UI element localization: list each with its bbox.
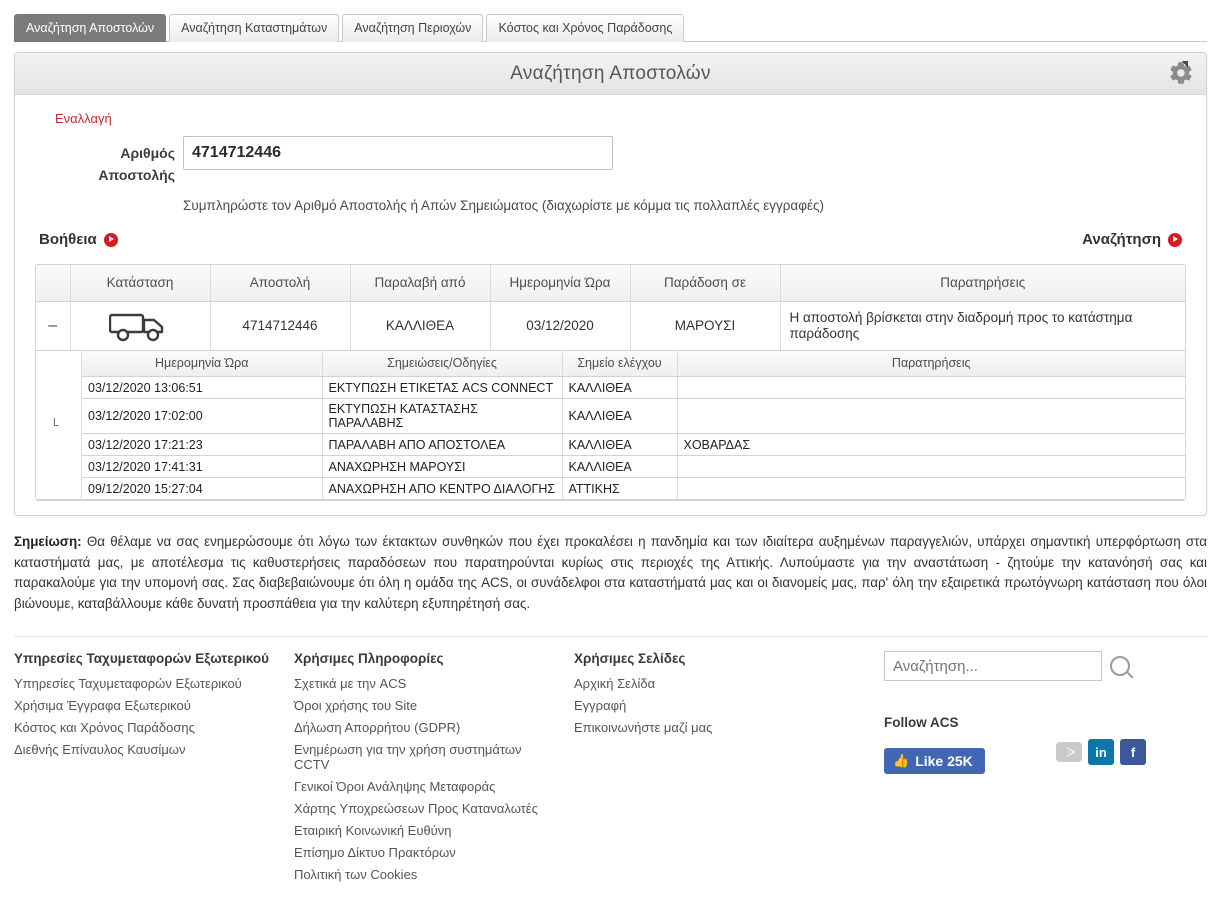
footer-link[interactable]: Όροι χρήσης του Site (294, 698, 418, 713)
detail-checkpoint: ΚΑΛΛΙΘΕΑ (562, 377, 677, 399)
shipment-number-input[interactable] (183, 136, 613, 170)
results-container (35, 264, 1186, 501)
shipment-number-label-line2: Αποστολής (98, 167, 175, 183)
notice-text: Θα θέλαμε να σας ενημερώσουμε ότι λόγω των έκτακτων συνθηκών που έχει προκαλέσει η πανδημία και των ιδιαίτερα αυξημένων παραγγελιών, υπάρχει σημαντική υπερφόρτωση στα καταστήματά μας, με αποτέλεσμα τις καθυστερήσεις παραδόσεων που παρατηρούνται κυρίως στις περιοχές της Αττικής. Λυπούμαστε για την αναστάτωση - ζητούμε την κατανόησή σας και παρακαλούμε για την υπομονή σας. Σας διαβεβαιώνουμε ότι όλη η ομάδα της ACS, οι συνάδελφοι στα καταστήματά μας και οι διανομείς μας, παρ' όλη την εξαιρετικά πρωτόγνωρη κατάσταση που όλοι βιώνουμε, καταβάλλουμε κάθε δυνατή προσπάθεια για την καλύτερη εξυπηρέτησή σας. (14, 534, 1207, 611)
truck-icon (77, 310, 204, 342)
footer-link[interactable]: Σχετικά με την ACS (294, 676, 407, 691)
footer-column-pages (574, 651, 884, 889)
detail-column-header-notes: Σημειώσεις/Οδηγίες (322, 351, 562, 377)
search-button[interactable] (1082, 231, 1182, 248)
list-item (82, 478, 1185, 500)
shipment-search-panel (14, 52, 1207, 516)
footer-search-row (884, 651, 1146, 681)
detail-notes: ΕΚΤΥΠΩΣΗ ΚΑΤΑΣΤΑΣΗΣ ΠΑΡΑΛΑΒΗΣ (322, 399, 562, 434)
list-item (82, 434, 1185, 456)
footer-link[interactable]: Χρήσιμα Έγγραφα Εξωτερικού (14, 698, 191, 713)
footer-link[interactable]: Κόστος και Χρόνος Παράδοσης (14, 720, 195, 735)
shipment-cell: 4714712446 (210, 301, 350, 350)
delivery-to-cell: ΜΑΡΟΥΣΙ (630, 301, 780, 350)
detail-datetime: 03/12/2020 17:41:31 (82, 456, 322, 478)
tab-bar (14, 8, 1207, 42)
footer-link[interactable]: Εταιρική Κοινωνική Ευθύνη (294, 823, 452, 838)
detail-checkpoint: ΚΑΛΛΙΘΕΑ (562, 434, 677, 456)
detail-notes: ΠΑΡΑΛΑΒΗ ΑΠΟ ΑΠΟΣΤΟΛΕΑ (322, 434, 562, 456)
footer-link[interactable]: Υπηρεσίες Ταχυμεταφορών Εξωτερικού (14, 676, 242, 691)
status-cell (70, 301, 210, 350)
tab-cost-delivery-time[interactable]: Κόστος και Χρόνος Παράδοσης (486, 14, 684, 42)
detail-gutter (36, 351, 82, 501)
footer-link[interactable]: Επίσημο Δίκτυο Πρακτόρων (294, 845, 456, 860)
linkedin-icon[interactable]: in (1088, 739, 1114, 765)
search-input[interactable] (884, 651, 1102, 681)
footer-link[interactable]: Επικοινωνήστε μαζί μας (574, 720, 713, 735)
detail-datetime: 03/12/2020 17:02:00 (82, 399, 322, 434)
detail-datetime: 09/12/2020 15:27:04 (82, 478, 322, 500)
detail-checkpoint: ΑΤΤΙΚΗΣ (562, 478, 677, 500)
detail-remarks: ΧΟΒΑΡΔΑΣ (677, 434, 1185, 456)
column-header-datetime: Ημερομηνία Ώρα (490, 265, 630, 301)
like-label: Like 25K (915, 753, 973, 769)
detail-remarks (677, 456, 1185, 478)
footer-column-title: Χρήσιμες Πληροφορίες (294, 651, 444, 666)
list-item (82, 456, 1185, 478)
footer (14, 636, 1207, 889)
panel-body (15, 95, 1206, 515)
detail-notes: ΑΝΑΧΩΡΗΣΗ ΜΑΡΟΥΣΙ (322, 456, 562, 478)
actions-row (35, 231, 1186, 248)
column-header-pickup-from: Παραλαβή από (350, 265, 490, 301)
footer-column-info (294, 651, 574, 889)
results-header-row (36, 265, 1185, 301)
detail-datetime: 03/12/2020 13:06:51 (82, 377, 322, 399)
results-table (36, 265, 1185, 351)
detail-column-header-checkpoint: Σημείο ελέγχου (562, 351, 677, 377)
detail-column-header-remarks: Παρατηρήσεις (677, 351, 1185, 377)
footer-column-international (14, 651, 294, 889)
detail-notes: ΑΝΑΧΩΡΗΣΗ ΑΠΟ ΚΕΝΤΡΟ ΔΙΑΛΟΓΗΣ (322, 478, 562, 500)
youtube-icon[interactable] (1056, 739, 1082, 765)
notice-label: Σημείωση: (14, 534, 82, 549)
expand-cell[interactable] (36, 301, 70, 350)
detail-remarks (677, 478, 1185, 500)
gear-icon[interactable] (1168, 60, 1194, 86)
thumbs-up-icon: 👍 (893, 753, 910, 768)
footer-link[interactable]: Διεθνής Επίναυλος Καυσίμων (14, 742, 186, 757)
detail-notes: ΕΚΤΥΠΩΣΗ ΕΤΙΚΕΤΑΣ ACS CONNECT (322, 377, 562, 399)
arrow-right-icon (1168, 233, 1182, 247)
facebook-like-button[interactable] (884, 748, 985, 774)
footer-column-social (884, 651, 1164, 889)
notice-block (14, 532, 1207, 614)
search-icon[interactable] (1110, 656, 1130, 676)
follow-title: Follow ACS (884, 715, 959, 730)
footer-link[interactable]: Πολιτική των Cookies (294, 867, 418, 882)
list-item (82, 399, 1185, 434)
detail-remarks (677, 377, 1185, 399)
social-links (1056, 739, 1146, 765)
corner-branch-icon: └ (50, 417, 59, 432)
column-header-remarks: Παρατηρήσεις (780, 265, 1185, 301)
shipment-number-label-line1: Αριθμός (120, 145, 175, 161)
search-label: Αναζήτηση (1082, 231, 1161, 248)
arrow-right-icon (104, 233, 118, 247)
table-row (36, 301, 1185, 350)
panel-header (15, 53, 1206, 95)
help-label: Βοήθεια (39, 231, 97, 248)
detail-datetime: 03/12/2020 17:21:23 (82, 434, 322, 456)
tracking-history-table (82, 351, 1185, 501)
column-header-expand (36, 265, 70, 301)
column-header-shipment: Αποστολή (210, 265, 350, 301)
shipment-number-label (35, 136, 183, 186)
tab-store-search[interactable]: Αναζήτηση Καταστημάτων (169, 14, 339, 42)
footer-link[interactable]: Αρχική Σελίδα (574, 676, 656, 691)
toggle-link[interactable]: Εναλλαγή (55, 111, 112, 126)
collapse-row-button[interactable]: – (48, 317, 58, 334)
detail-section (36, 351, 1185, 501)
footer-link[interactable]: Χάρτης Υποχρεώσεων Προς Καταναλωτές (294, 801, 538, 816)
help-button[interactable] (39, 231, 118, 248)
detail-checkpoint: ΚΑΛΛΙΘΕΑ (562, 399, 677, 434)
footer-link[interactable]: Εγγραφή (574, 698, 627, 713)
footer-link[interactable]: Γενικοί Όροι Ανάληψης Μεταφοράς (294, 779, 496, 794)
shipment-number-row (35, 136, 1186, 186)
datetime-cell: 03/12/2020 (490, 301, 630, 350)
detail-remarks (677, 399, 1185, 434)
pickup-from-cell: ΚΑΛΛΙΘΕΑ (350, 301, 490, 350)
footer-column-title: Υπηρεσίες Ταχυμεταφορών Εξωτερικού (14, 651, 269, 666)
footer-link[interactable]: Ενημέρωση για την χρήση συστημάτων CCTV (294, 742, 522, 772)
chevron-down-icon[interactable] (1182, 61, 1188, 68)
detail-checkpoint: ΚΑΛΛΙΘΕΑ (562, 456, 677, 478)
footer-column-title: Χρήσιμες Σελίδες (574, 651, 686, 666)
facebook-icon[interactable]: f (1120, 739, 1146, 765)
footer-link[interactable]: Δήλωση Απορρήτου (GDPR) (294, 720, 461, 735)
shipment-number-hint: Συμπληρώστε τον Αριθμό Αποστολής ή Απών Σημειώματος (διαχωρίστε με κόμμα τις πολλαπλές εγγραφές) (183, 198, 824, 213)
column-header-status: Κατάσταση (70, 265, 210, 301)
column-header-delivery-to: Παράδοση σε (630, 265, 780, 301)
page-title: Αναζήτηση Αποστολών (510, 62, 711, 84)
remarks-cell: Η αποστολή βρίσκεται στην διαδρομή προς το κατάστημα παράδοσης (780, 301, 1185, 350)
detail-header-row (82, 351, 1185, 377)
list-item (82, 377, 1185, 399)
detail-column-header-datetime: Ημερομηνία Ώρα (82, 351, 322, 377)
tab-area-search[interactable]: Αναζήτηση Περιοχών (342, 14, 483, 42)
tab-shipment-search[interactable]: Αναζήτηση Αποστολών (14, 14, 166, 42)
